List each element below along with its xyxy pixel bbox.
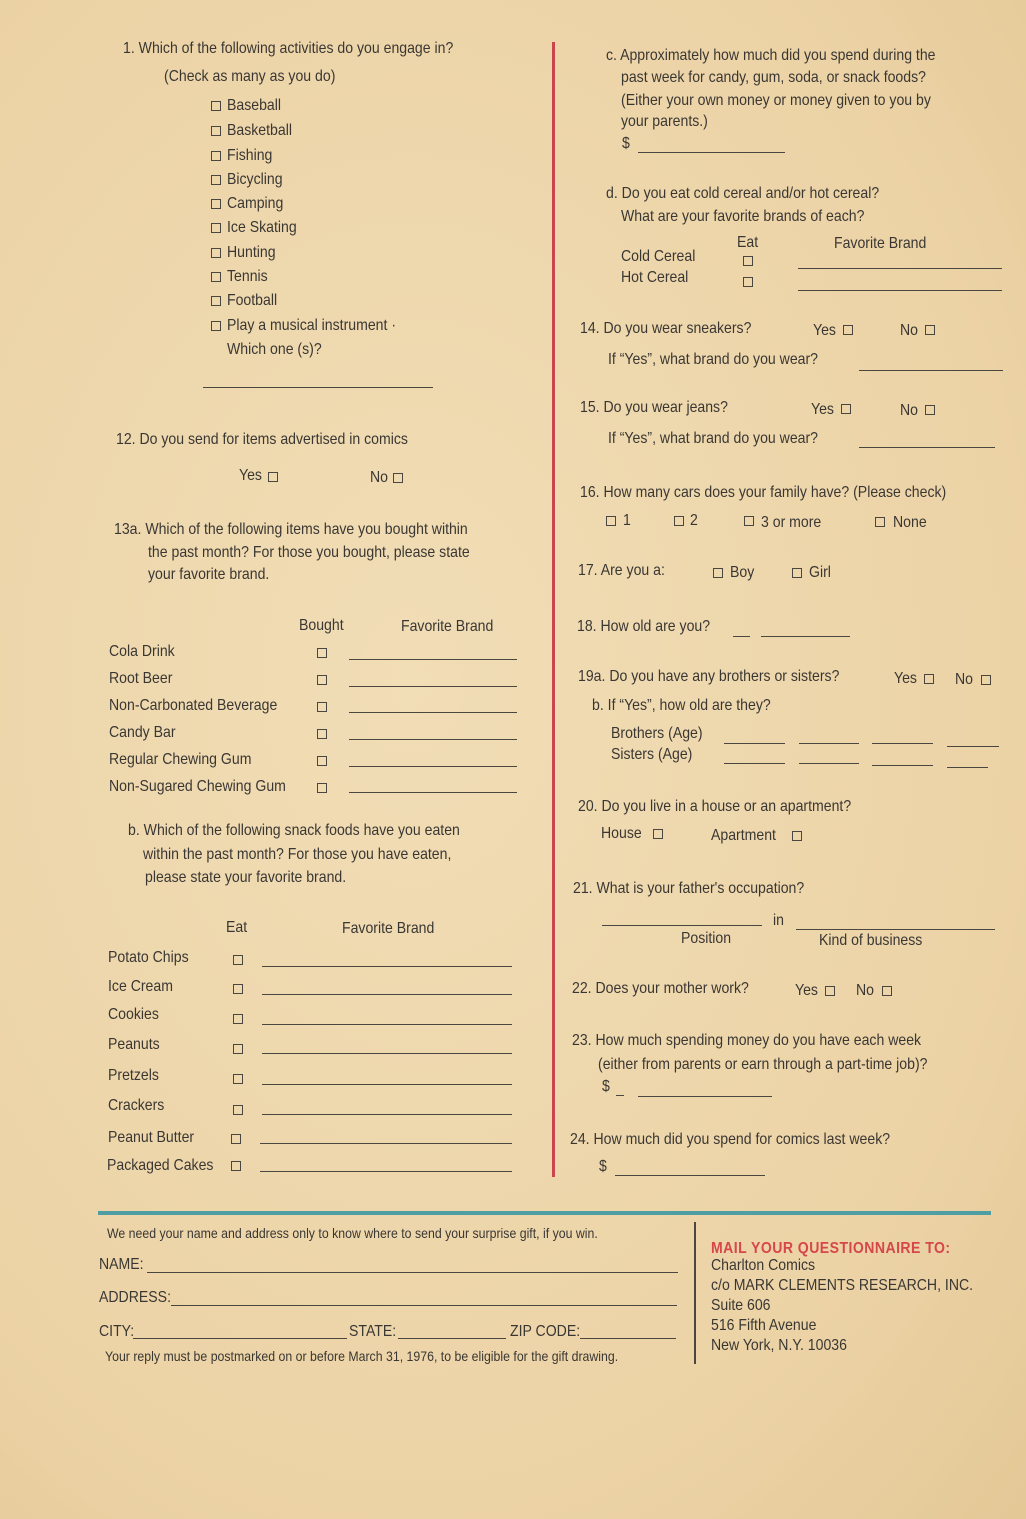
q22-question: 22. Does your mother work?	[572, 980, 749, 997]
brother-age-4[interactable]	[947, 746, 999, 747]
footer-divider	[98, 1211, 991, 1215]
chips-brand-field[interactable]	[262, 966, 512, 967]
sister-age-4[interactable]	[947, 767, 988, 768]
cars-3-checkbox[interactable]	[744, 516, 754, 526]
chips-eat-checkbox[interactable]	[233, 955, 243, 965]
q13d-line2: What are your favorite brands of each?	[621, 208, 865, 225]
name-field[interactable]	[147, 1272, 678, 1273]
sister-age-2[interactable]	[799, 763, 859, 764]
apartment-label: Apartment	[711, 827, 776, 844]
q14-followup: If “Yes”, what brand do you wear?	[608, 351, 819, 368]
item-root-beer: Root Beer	[109, 670, 173, 687]
icecream-brand-field[interactable]	[262, 994, 512, 995]
item-non-sugared-gum: Non-Sugared Chewing Gum	[109, 778, 286, 795]
cakes-eat-checkbox[interactable]	[231, 1161, 241, 1171]
item-regular-gum: Regular Chewing Gum	[109, 751, 252, 768]
q17-question: 17. Are you a:	[578, 562, 665, 579]
q14-question: 14. Do you wear sneakers?	[580, 320, 752, 337]
q19b-question: b. If “Yes”, how old are they?	[592, 697, 771, 714]
q24-question: 24. How much did you spend for comics last week?	[570, 1131, 891, 1148]
cola-brand-field[interactable]	[349, 659, 517, 660]
q24-dollar: $	[599, 1158, 607, 1175]
checkbox-tennis[interactable]	[211, 272, 221, 282]
cars-2-checkbox[interactable]	[674, 516, 684, 526]
age-field-2[interactable]	[761, 636, 850, 637]
q12-yes-label: Yes	[239, 467, 262, 484]
snack-crackers: Crackers	[108, 1097, 165, 1114]
option-hunting: Hunting	[227, 244, 276, 261]
q15-no-checkbox[interactable]	[925, 405, 935, 415]
item-candy-bar: Candy Bar	[109, 724, 176, 741]
q13d-col-eat: Eat	[737, 234, 759, 251]
q22-no-checkbox[interactable]	[882, 986, 892, 996]
hot-cereal-checkbox[interactable]	[743, 277, 753, 287]
cakes-brand-field[interactable]	[260, 1171, 512, 1172]
cars-2-label: 2	[690, 512, 698, 529]
q12-yes-checkbox[interactable]	[268, 472, 278, 482]
comics-spend-field[interactable]	[615, 1175, 765, 1176]
q23-line2: (either from parents or earn through a part-time job)?	[598, 1056, 928, 1073]
apartment-checkbox[interactable]	[792, 831, 802, 841]
q13b-col-brand: Favorite Brand	[342, 920, 435, 937]
q1-instruction: (Check as many as you do)	[164, 68, 336, 85]
noncarb-brand-field[interactable]	[349, 712, 517, 713]
pretzels-brand-field[interactable]	[262, 1084, 512, 1085]
checkbox-hunting[interactable]	[211, 248, 221, 258]
house-label: House	[601, 825, 642, 842]
checkbox-musical-instrument[interactable]	[211, 321, 221, 331]
father-position-field[interactable]	[602, 925, 762, 926]
city-label: CITY:	[99, 1323, 135, 1340]
brother-age-3[interactable]	[872, 743, 933, 744]
brother-age-1[interactable]	[724, 743, 785, 744]
zip-field[interactable]	[580, 1338, 676, 1339]
snack-ice-cream: Ice Cream	[108, 978, 173, 995]
peanuts-brand-field[interactable]	[262, 1053, 512, 1054]
snack-cookies: Cookies	[108, 1006, 159, 1023]
q19-no-checkbox[interactable]	[981, 675, 991, 685]
candy-brand-field[interactable]	[349, 739, 517, 740]
option-basketball: Basketball	[227, 122, 292, 139]
option-tennis: Tennis	[227, 268, 268, 285]
q15-yes-label: Yes	[811, 401, 834, 418]
peanuts-eat-checkbox[interactable]	[233, 1044, 243, 1054]
allowance-field-2[interactable]	[638, 1096, 772, 1097]
cars-none-checkbox[interactable]	[875, 517, 885, 527]
crackers-brand-field[interactable]	[262, 1114, 512, 1115]
q13c-line4: your parents.)	[621, 113, 708, 130]
allowance-field-1[interactable]	[616, 1095, 624, 1096]
option-musical-instrument: Play a musical instrument ·	[227, 317, 397, 334]
item-non-carbonated: Non-Carbonated Beverage	[109, 697, 278, 714]
zip-label: ZIP CODE:	[510, 1323, 581, 1340]
q19-question: 19a. Do you have any brothers or sisters?	[578, 668, 840, 685]
q12-question: 12. Do you send for items advertised in comics	[116, 431, 408, 448]
address-field[interactable]	[171, 1305, 677, 1306]
cars-1-label: 1	[623, 512, 631, 529]
nonsugar-brand-field[interactable]	[349, 792, 517, 793]
snack-pretzels: Pretzels	[108, 1067, 159, 1084]
q13a-question-1: 13a. Which of the following items have you bought within	[114, 521, 468, 538]
option-bicycling: Bicycling	[227, 171, 283, 188]
q13b-col-eat: Eat	[226, 919, 248, 936]
sneaker-brand-field[interactable]	[859, 370, 1003, 371]
cold-cereal-label: Cold Cereal	[621, 248, 696, 265]
cookies-eat-checkbox[interactable]	[233, 1014, 243, 1024]
nonsugar-bought-checkbox[interactable]	[317, 783, 327, 793]
q13b-question-3: please state your favorite brand.	[145, 869, 347, 886]
brothers-label: Brothers (Age)	[611, 725, 703, 742]
cookies-brand-field[interactable]	[262, 1024, 512, 1025]
boy-checkbox[interactable]	[713, 568, 723, 578]
peanutbutter-brand-field[interactable]	[260, 1143, 512, 1144]
snack-spend-field[interactable]	[638, 152, 785, 153]
q15-question: 15. Do you wear jeans?	[580, 399, 728, 416]
q13b-question-2: within the past month? For those you have eaten,	[143, 846, 452, 863]
q16-question: 16. How many cars does your family have? (Please check)	[580, 484, 947, 501]
q13a-question-3: your favorite brand.	[148, 566, 270, 583]
peanutbutter-eat-checkbox[interactable]	[231, 1134, 241, 1144]
icecream-eat-checkbox[interactable]	[233, 984, 243, 994]
q12-no-checkbox[interactable]	[393, 473, 403, 483]
sister-age-3[interactable]	[872, 765, 933, 766]
hot-cereal-brand-field[interactable]	[798, 290, 1002, 291]
q14-no-label: No	[900, 322, 918, 339]
city-field[interactable]	[133, 1338, 347, 1339]
q13c-dollar: $	[622, 135, 630, 152]
q18-question: 18. How old are you?	[577, 618, 711, 635]
q15-followup: If “Yes”, what brand do you wear?	[608, 430, 819, 447]
column-divider	[552, 42, 555, 1177]
q21-question: 21. What is your father's occupation?	[573, 880, 805, 897]
father-business-field[interactable]	[796, 929, 995, 930]
checkbox-bicycling[interactable]	[211, 175, 221, 185]
crackers-eat-checkbox[interactable]	[233, 1105, 243, 1115]
mail-address-line-2: c/o MARK CLEMENTS RESEARCH, INC.	[711, 1277, 974, 1294]
q14-yes-checkbox[interactable]	[843, 325, 853, 335]
girl-label: Girl	[809, 564, 831, 581]
rootbeer-brand-field[interactable]	[349, 686, 517, 687]
q22-yes-checkbox[interactable]	[825, 986, 835, 996]
q12-no-label: No	[370, 469, 388, 486]
house-checkbox[interactable]	[653, 829, 663, 839]
q13d-col-brand: Favorite Brand	[834, 235, 927, 252]
snack-packaged-cakes: Packaged Cakes	[107, 1157, 214, 1174]
hot-cereal-label: Hot Cereal	[621, 269, 689, 286]
q14-no-checkbox[interactable]	[925, 325, 935, 335]
checkbox-camping[interactable]	[211, 199, 221, 209]
mail-address-line-4: 516 Fifth Avenue	[711, 1317, 817, 1334]
item-cola-drink: Cola Drink	[109, 643, 175, 660]
q23-line1: 23. How much spending money do you have each week	[572, 1032, 922, 1049]
cola-bought-checkbox[interactable]	[317, 648, 327, 658]
gum-brand-field[interactable]	[349, 766, 517, 767]
cars-1-checkbox[interactable]	[606, 516, 616, 526]
q1-question: 1. Which of the following activities do you engage in?	[123, 40, 454, 57]
q13b-question-1: b. Which of the following snack foods have you eaten	[128, 822, 460, 839]
option-ice-skating: Ice Skating	[227, 219, 297, 236]
option-fishing: Fishing	[227, 147, 273, 164]
q19-yes-label: Yes	[894, 670, 917, 687]
brother-age-2[interactable]	[799, 743, 859, 744]
mail-address-line-1: Charlton Comics	[711, 1257, 816, 1274]
noncarb-bought-checkbox[interactable]	[317, 702, 327, 712]
mail-heading: MAIL YOUR QUESTIONNAIRE TO:	[711, 1240, 951, 1257]
q21-position-caption: Position	[681, 930, 732, 947]
q13d-line1: d. Do you eat cold cereal and/or hot cereal?	[606, 185, 880, 202]
instrument-field[interactable]	[203, 387, 433, 388]
q23-dollar: $	[602, 1078, 610, 1095]
q13a-col-bought: Bought	[299, 617, 344, 634]
state-field[interactable]	[398, 1338, 506, 1339]
checkbox-football[interactable]	[211, 296, 221, 306]
checkbox-basketball[interactable]	[211, 126, 221, 136]
mail-address-line-3: Suite 606	[711, 1297, 771, 1314]
gum-bought-checkbox[interactable]	[317, 756, 327, 766]
q13a-question-2: the past month? For those you bought, please state	[148, 544, 470, 561]
checkbox-baseball[interactable]	[211, 101, 221, 111]
checkbox-fishing[interactable]	[211, 151, 221, 161]
cars-3-label: 3 or more	[761, 514, 822, 531]
boy-label: Boy	[730, 564, 755, 581]
q20-question: 20. Do you live in a house or an apartment?	[578, 798, 852, 815]
checkbox-ice-skating[interactable]	[211, 223, 221, 233]
address-label: ADDRESS:	[99, 1289, 171, 1306]
q1-which-one: Which one (s)?	[227, 341, 322, 358]
q22-yes-label: Yes	[795, 982, 818, 999]
q13a-col-brand: Favorite Brand	[401, 618, 494, 635]
q13c-line3: (Either your own money or money given to you by	[621, 92, 931, 109]
q15-yes-checkbox[interactable]	[841, 404, 851, 414]
q19-no-label: No	[955, 671, 973, 688]
footer-vertical-divider	[694, 1222, 696, 1364]
footer-note: We need your name and address only to know where to send your surprise gift, if you win.	[107, 1225, 598, 1241]
rootbeer-bought-checkbox[interactable]	[317, 675, 327, 685]
sister-age-1[interactable]	[724, 763, 785, 764]
q14-yes-label: Yes	[813, 322, 836, 339]
snack-peanut-butter: Peanut Butter	[108, 1129, 195, 1146]
pretzels-eat-checkbox[interactable]	[233, 1074, 243, 1084]
q22-no-label: No	[856, 982, 874, 999]
candy-bought-checkbox[interactable]	[317, 729, 327, 739]
sisters-label: Sisters (Age)	[611, 746, 693, 763]
option-baseball: Baseball	[227, 97, 282, 114]
q13c-line1: c. Approximately how much did you spend during the	[606, 47, 936, 64]
q21-in: in	[773, 912, 784, 929]
q21-kind-caption: Kind of business	[819, 932, 923, 949]
cold-cereal-checkbox[interactable]	[743, 256, 753, 266]
option-football: Football	[227, 292, 278, 309]
snack-peanuts: Peanuts	[108, 1036, 160, 1053]
girl-checkbox[interactable]	[792, 568, 802, 578]
state-label: STATE:	[349, 1323, 397, 1340]
deadline-note: Your reply must be postmarked on or before March 31, 1976, to be eligible for the gift drawing.	[105, 1348, 619, 1364]
cold-cereal-brand-field[interactable]	[798, 268, 1002, 269]
jeans-brand-field[interactable]	[859, 447, 995, 448]
mail-address-line-5: New York, N.Y. 10036	[711, 1337, 847, 1354]
snack-potato-chips: Potato Chips	[108, 949, 189, 966]
cars-none-label: None	[893, 514, 927, 531]
q19-yes-checkbox[interactable]	[924, 674, 934, 684]
q13c-line2: past week for candy, gum, soda, or snack foods?	[621, 69, 926, 86]
name-label: NAME:	[99, 1256, 144, 1273]
q15-no-label: No	[900, 402, 918, 419]
option-camping: Camping	[227, 195, 284, 212]
age-field-1[interactable]	[733, 636, 750, 637]
